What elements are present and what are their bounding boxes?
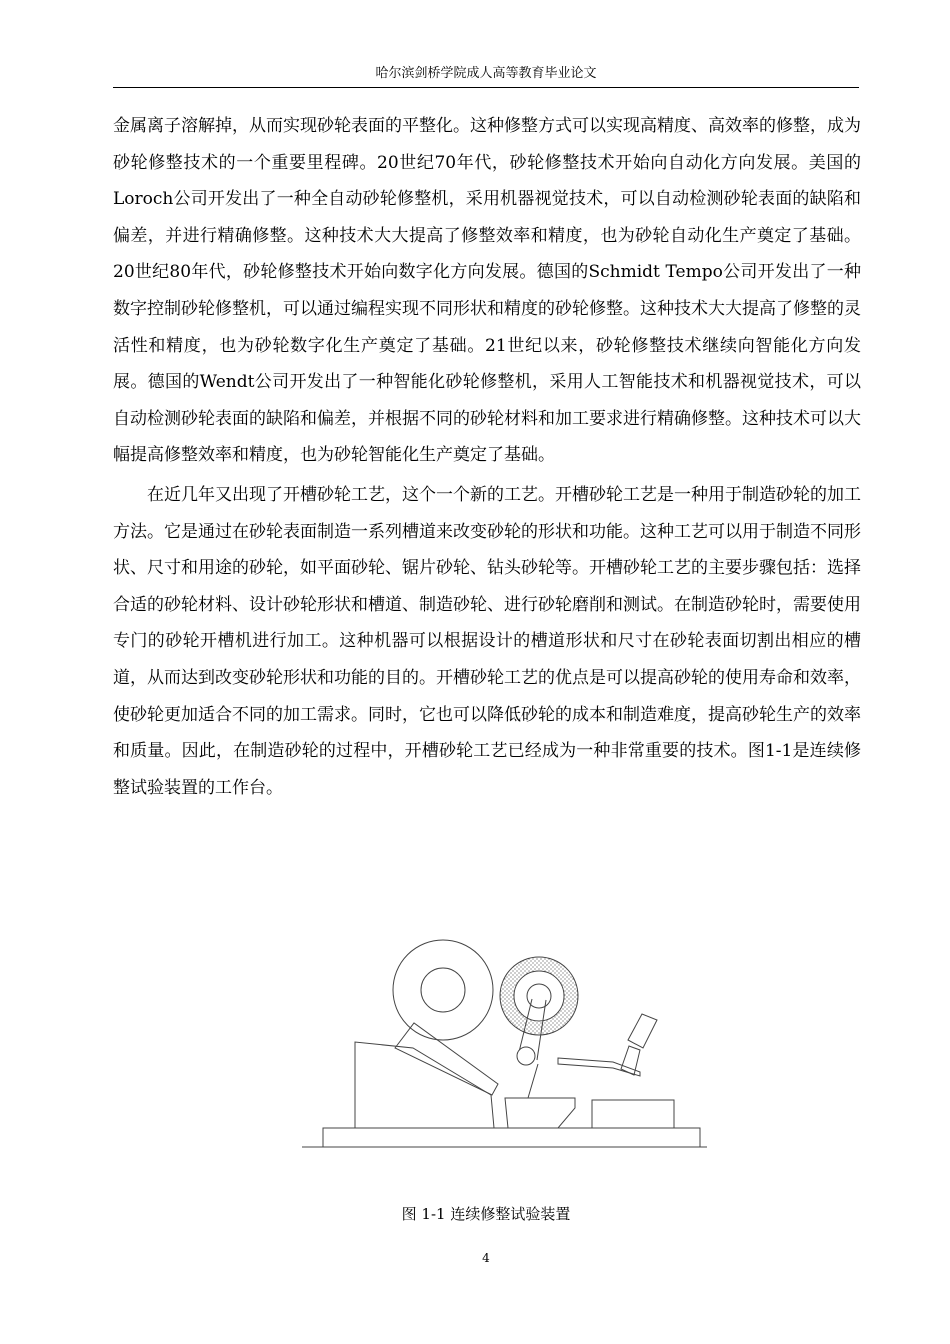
cylinder-body: [628, 1014, 657, 1048]
lever-arm: [558, 1058, 640, 1076]
wheel-mount: [395, 1023, 498, 1095]
grinding-wheel: [393, 940, 493, 1040]
page-number: 4: [482, 1251, 490, 1265]
right-block: [592, 1100, 674, 1128]
running-header: 哈尔滨剑桥学院成人高等教育毕业论文: [375, 66, 597, 81]
paragraph-1: 金属离子溶解掉，从而实现砂轮表面的平整化。这种修整方式可以实现高精度、高效率的修整，成为砂轮修整技术的一个重要里程碑。20世纪70年代，砂轮修整技术开始向自动化方向发展。美国的Loroch公司开发出了一种全自动砂轮修整机，采用机器视觉技术，可以自动检测砂轮表面的缺陷和偏差，并进行精确修整。这种技术大大提高了修整效率和精度，也为砂轮自动化生产奠定了基础。20世纪80年代，砂轮修整技术开始向数字化方向发展。德国的Schmidt Tempo公司开发出了一种数字控制砂轮修整机，可以通过编程实现不同形状和精度的砂轮修整。这种技术大大提高了修整的灵活性和精度，也为砂轮数字化生产奠定了基础。21世纪以来，砂轮修整技术继续向智能化方向发展。德国的Wendt公司开发出了一种智能化砂轮修整机，采用人工智能技术和机器视觉技术，可以自动检测砂轮表面的缺陷和偏差，并根据不同的砂轮材料和加工要求进行精确修整。这种技术可以大幅提高修整效率和精度，也为砂轮智能化生产奠定了基础。: [113, 116, 861, 466]
body-text: [113, 108, 861, 806]
paragraph-2: 在近几年又出现了开槽砂轮工艺，这个一个新的工艺。开槽砂轮工艺是一种用于制造砂轮的加工方法。它是通过在砂轮表面制造一系列槽道来改变砂轮的形状和功能。这种工艺可以用于制造不同形状、尺寸和用途的砂轮，如平面砂轮、锯片砂轮、钻头砂轮等。开槽砂轮工艺的主要步骤包括：选择合适的砂轮材料、设计砂轮形状和槽道、制造砂轮、进行砂轮磨削和测试。在制造砂轮时，需要使用专门的砂轮开槽机进行加工。这种机器可以根据设计的槽道形状和尺寸在砂轮表面切割出相应的槽道，从而达到改变砂轮形状和功能的目的。开槽砂轮工艺的优点是可以提高砂轮的使用寿命和效率，使砂轮更加适合不同的加工需求。同时，它也可以降低砂轮的成本和制造难度，提高砂轮生产的效率和质量。因此，在制造砂轮的过程中，开槽砂轮工艺已经成为一种非常重要的技术。图1-1是连续修整试验装置的工作台。: [113, 484, 861, 798]
header-divider: [113, 87, 859, 88]
apparatus-drawing: [296, 938, 714, 1150]
figure-continuous-dressing-apparatus: [296, 938, 714, 1150]
figure-caption: 图 1-1 连续修整试验装置: [401, 1205, 571, 1223]
left-inclined-block: [355, 1042, 494, 1128]
grinding-wheel-hub: [421, 968, 465, 1012]
support-post: [528, 1064, 538, 1098]
base-platform: [323, 1128, 700, 1147]
support-base: [505, 1098, 575, 1128]
arm-pivot: [517, 1047, 535, 1065]
